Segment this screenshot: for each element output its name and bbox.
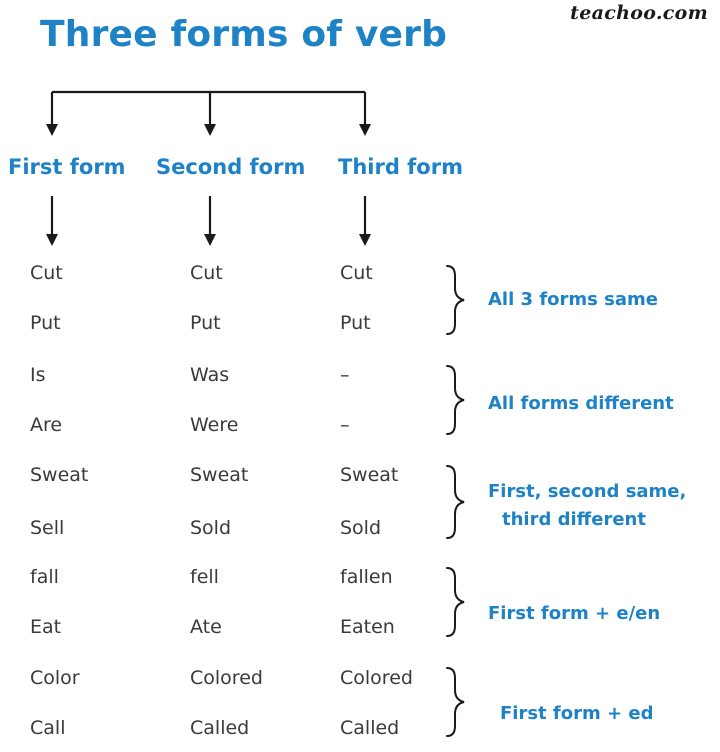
note-all-different: All forms different xyxy=(488,393,674,414)
column-heading-first: First form xyxy=(8,155,126,179)
column-heading-second: Second form xyxy=(156,155,306,179)
cell-second-1: Cut xyxy=(190,262,223,284)
watermark-teachoo: teachoo.com xyxy=(570,2,708,24)
note-first-second-same-line2: third different xyxy=(502,509,646,530)
cell-third-9: Colored xyxy=(340,667,413,689)
page-title: Three forms of verb xyxy=(40,14,448,55)
cell-third-4: – xyxy=(340,414,350,436)
cell-second-10: Called xyxy=(190,717,250,739)
cell-first-9: Color xyxy=(30,667,80,689)
cell-third-6: Sold xyxy=(340,517,382,539)
cell-first-6: Sell xyxy=(30,517,65,539)
note-first-form-ed: First form + ed xyxy=(500,703,654,724)
cell-first-10: Call xyxy=(30,717,66,739)
cell-third-5: Sweat xyxy=(340,464,399,486)
cell-first-1: Cut xyxy=(30,262,63,284)
cell-third-10: Called xyxy=(340,717,400,739)
column-heading-third: Third form xyxy=(338,155,463,179)
note-first-second-same-line1: First, second same, xyxy=(488,481,687,502)
cell-third-1: Cut xyxy=(340,262,373,284)
cell-first-5: Sweat xyxy=(30,464,89,486)
cell-first-2: Put xyxy=(30,312,61,334)
cell-first-7: fall xyxy=(30,566,59,588)
note-first-second-same xyxy=(488,478,686,534)
cell-first-3: Is xyxy=(30,364,46,386)
cell-first-8: Eat xyxy=(30,616,62,638)
cell-third-3: – xyxy=(340,364,350,386)
cell-second-4: Were xyxy=(190,414,239,436)
cell-first-4: Are xyxy=(30,414,63,436)
cell-second-7: fell xyxy=(190,566,219,588)
cell-second-9: Colored xyxy=(190,667,263,689)
cell-second-6: Sold xyxy=(190,517,232,539)
cell-third-2: Put xyxy=(340,312,371,334)
cell-third-8: Eaten xyxy=(340,616,395,638)
cell-second-5: Sweat xyxy=(190,464,249,486)
cell-second-3: Was xyxy=(190,364,230,386)
cell-second-2: Put xyxy=(190,312,221,334)
cell-third-7: fallen xyxy=(340,566,393,588)
cell-second-8: Ate xyxy=(190,616,222,638)
note-all-same: All 3 forms same xyxy=(488,289,658,310)
note-first-form-een: First form + e/en xyxy=(488,603,661,624)
